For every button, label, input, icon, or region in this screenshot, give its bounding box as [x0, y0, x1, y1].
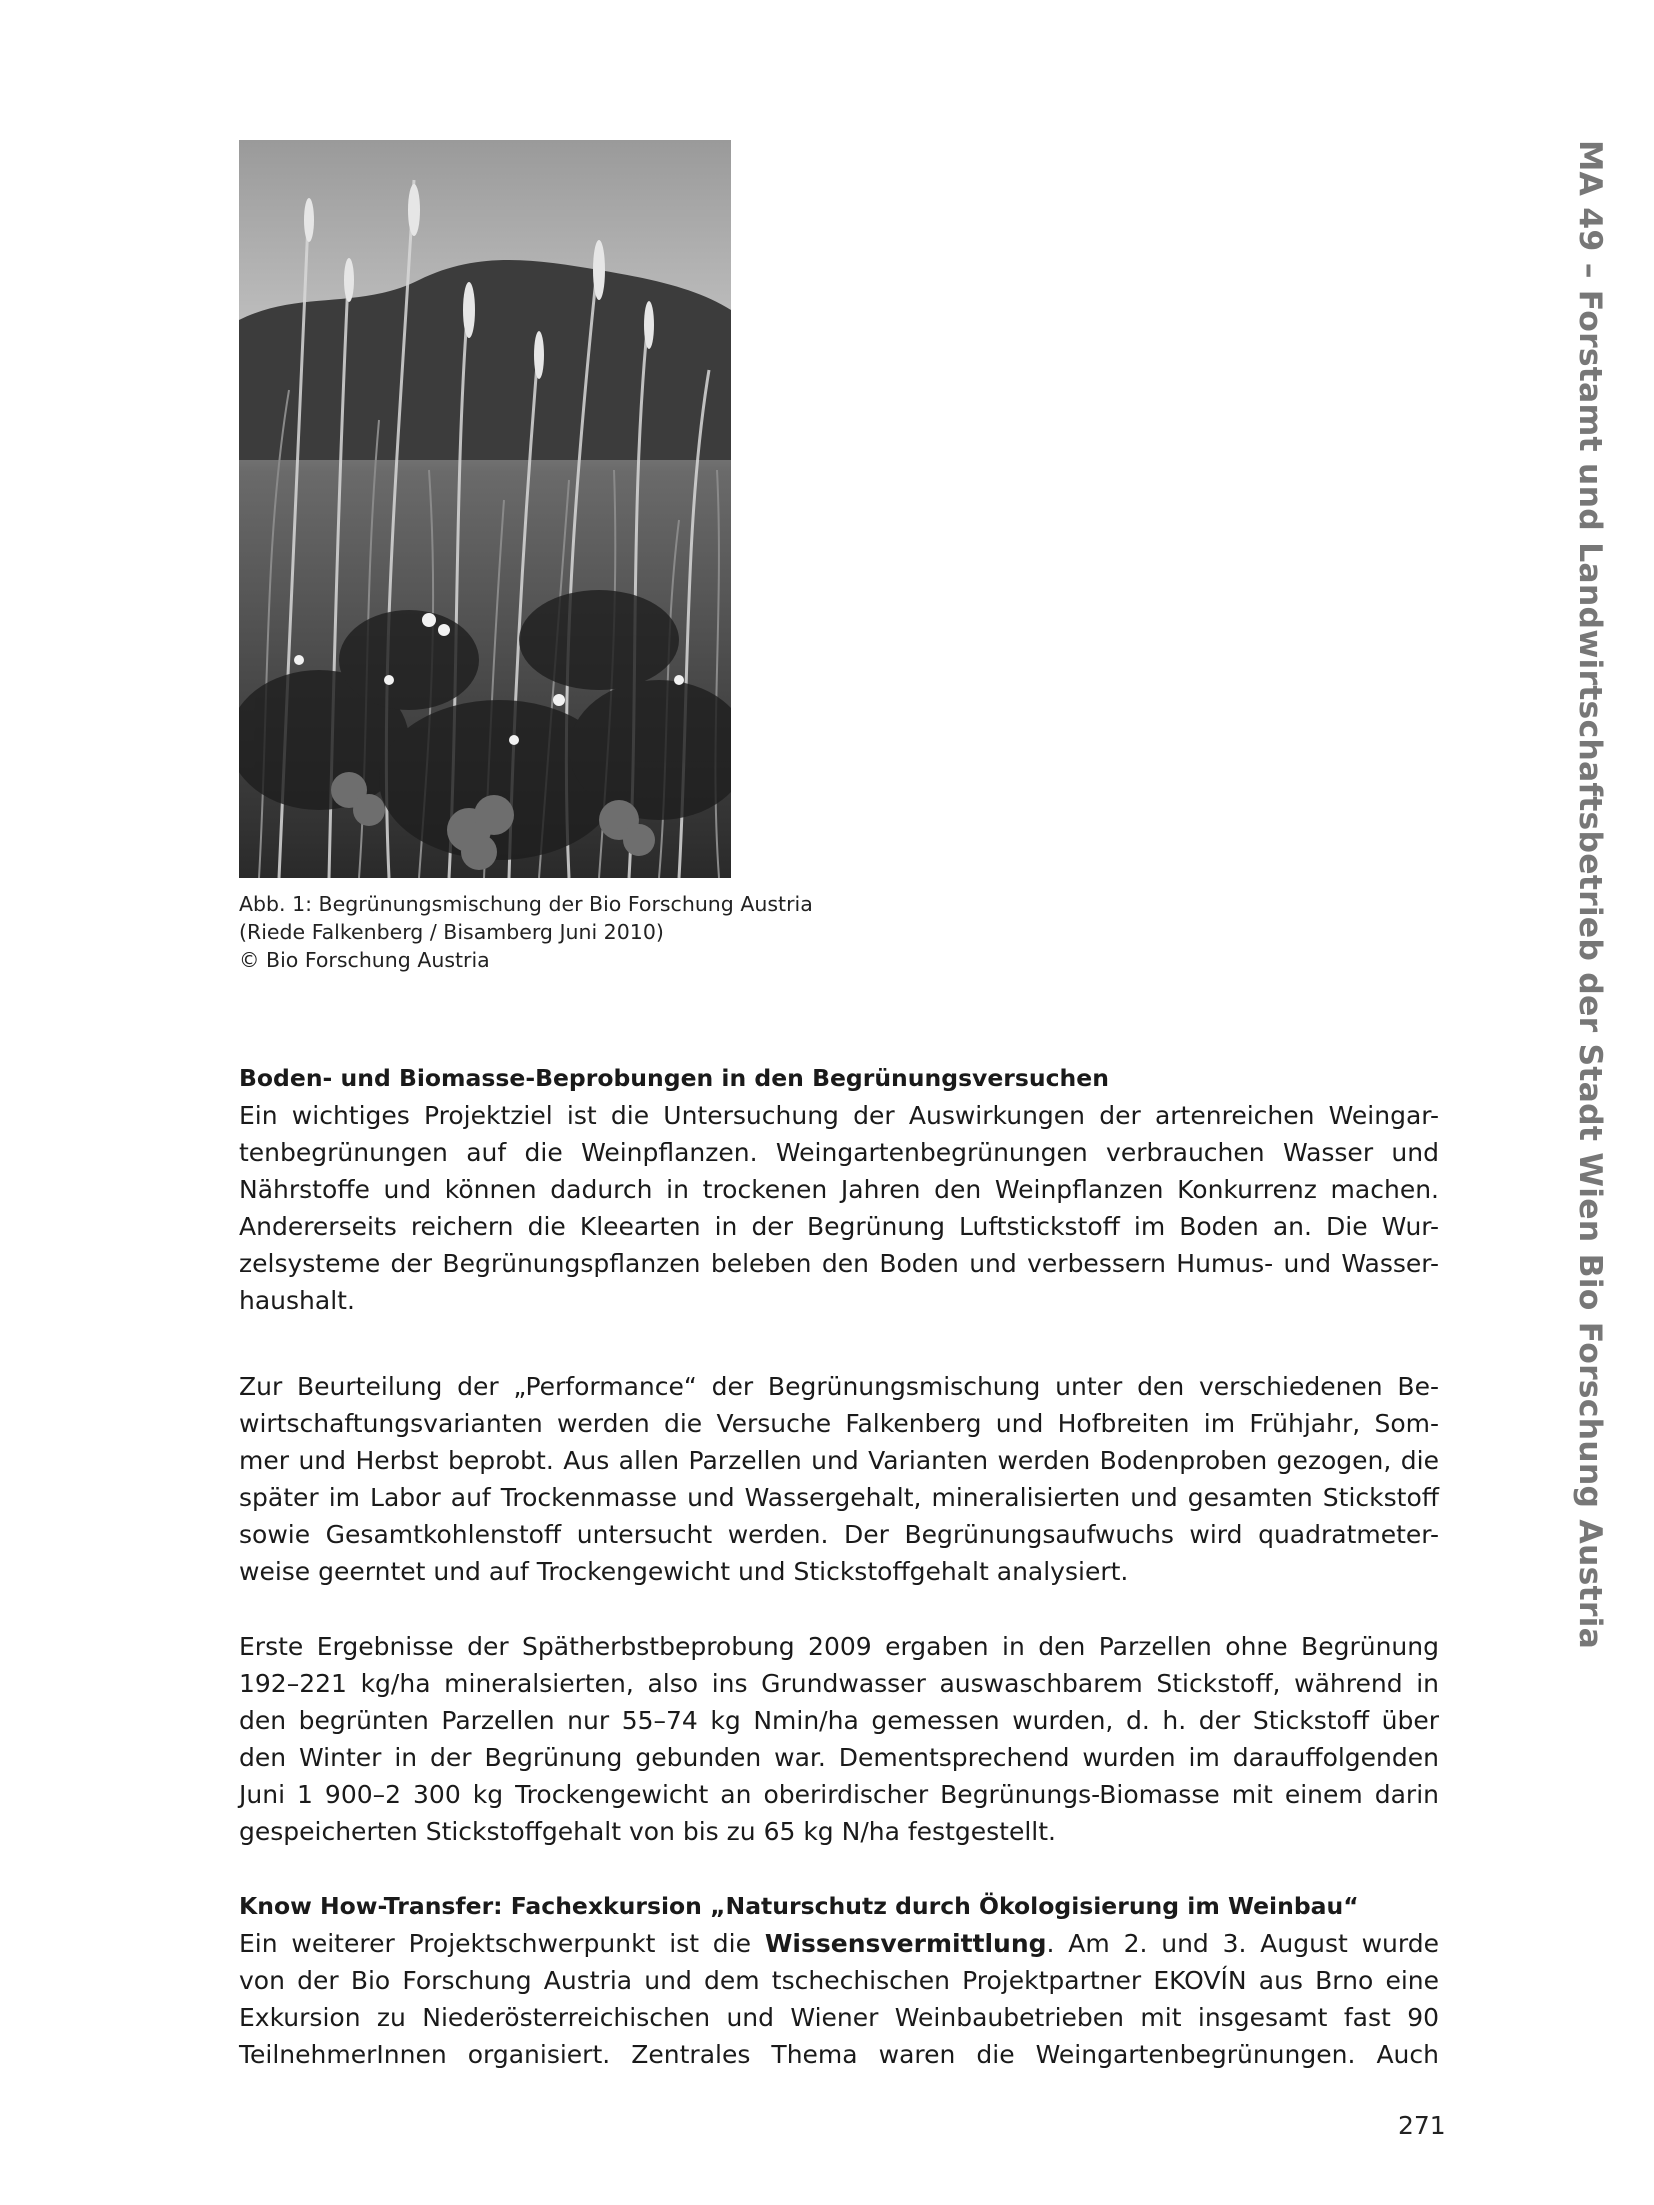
caption-line: © Bio Forschung Austria	[239, 948, 490, 972]
paragraph-line: Ein wichtiges Projektziel ist die Untersuchung der Auswirkungen der artenreichen Weingar-	[239, 1101, 1439, 1130]
paragraph-line: Erste Ergebnisse der Spätherbstbeprobung 2009 ergaben in den Parzellen ohne Begrünung	[239, 1632, 1439, 1661]
text-run: Ein weiterer Projektschwerpunkt ist die	[239, 1929, 765, 1958]
paragraph-line: den begrünten Parzellen nur 55–74 kg Nmin/ha gemessen wurden, d. h. der Stickstoff über	[239, 1706, 1439, 1735]
page-number: 271	[1398, 2111, 1446, 2140]
paragraph-performance	[239, 1368, 1439, 1590]
paragraph-line	[239, 1925, 1439, 1962]
section-know-how-transfer	[239, 1888, 1439, 2073]
paragraph-line: wirtschaftungsvarianten werden die Versuche Falkenberg und Hofbreiten im Frühjahr, Som-	[239, 1409, 1439, 1438]
paragraph-line: von der Bio Forschung Austria und dem tschechischen Projektpartner EKOVÍN aus Brno eine	[239, 1966, 1439, 1995]
caption-line: (Riede Falkenberg / Bisamberg Juni 2010)	[239, 920, 664, 944]
vegetation-photo	[239, 140, 731, 878]
paragraph-line: mer und Herbst beprobt. Aus allen Parzellen und Varianten werden Bodenproben gezogen, die	[239, 1446, 1439, 1475]
paragraph-results	[239, 1628, 1439, 1850]
section-heading: Boden- und Biomasse-Beprobungen in den Begrünungsversuchen	[239, 1064, 1109, 1092]
figure-caption	[239, 890, 859, 974]
paragraph-line: weise geerntet und auf Trockengewicht und Stickstoffgehalt analysiert.	[239, 1557, 1129, 1586]
paragraph-line: 192–221 kg/ha mineralsierten, also ins Grundwasser auswaschbarem Stickstoff, während in	[239, 1669, 1439, 1698]
paragraph-line: zelsysteme der Begrünungspflanzen beleben den Boden und verbessern Humus- und Wasser-	[239, 1249, 1439, 1278]
paragraph-line: TeilnehmerInnen organisiert. Zentrales Thema waren die Weingartenbegrünungen. Auch	[239, 2040, 1439, 2069]
section-heading: Know How-Transfer: Fachexkursion „Naturschutz durch Ökologisierung im Weinbau“	[239, 1892, 1359, 1920]
sidebar-title: MA 49 – Forstamt und Landwirtschaftsbetrieb der Stadt Wien Bio Forschung Austria	[1572, 140, 1608, 1650]
sidebar	[1560, 140, 1620, 1650]
paragraph-line: Nährstoffe und können dadurch in trockenen Jahren den Weinpflanzen Konkurrenz machen.	[239, 1175, 1439, 1204]
text-run: . Am 2. und 3. August wurde	[1046, 1929, 1439, 1958]
caption-line: Abb. 1: Begrünungsmischung der Bio Forschung Austria	[239, 892, 813, 916]
vegetation-photo-graphic	[239, 140, 731, 878]
paragraph-line: später im Labor auf Trockenmasse und Wassergehalt, mineralisierten und gesamten Stickstoff	[239, 1483, 1439, 1512]
paragraph-line: sowie Gesamtkohlenstoff untersucht werden. Der Begrünungsaufwuchs wird quadratmeter-	[239, 1520, 1439, 1549]
section-soil-sampling	[239, 1060, 1439, 1319]
paragraph-line: Juni 1 900–2 300 kg Trockengewicht an oberirdischer Begrünungs-Biomasse mit einem darin	[239, 1780, 1439, 1809]
paragraph-line: den Winter in der Begrünung gebunden war. Dementsprechend wurden im darauffolgenden	[239, 1743, 1439, 1772]
paragraph-line: haushalt.	[239, 1286, 355, 1315]
paragraph-line: Exkursion zu Niederösterreichischen und Wiener Weinbaubetrieben mit insgesamt fast 90	[239, 2003, 1439, 2032]
emphasis-text: Wissensvermittlung	[764, 1929, 1047, 1958]
paragraph-line: Zur Beurteilung der „Performance“ der Begrünungsmischung unter den verschiedenen Be-	[239, 1372, 1439, 1401]
paragraph-line: tenbegrünungen auf die Weinpflanzen. Weingartenbegrünungen verbrauchen Wasser und	[239, 1138, 1439, 1167]
paragraph-line: Andererseits reichern die Kleearten in der Begrünung Luftstickstoff im Boden an. Die Wur-	[239, 1212, 1439, 1241]
paragraph-line: gespeicherten Stickstoffgehalt von bis zu 65 kg N/ha festgestellt.	[239, 1817, 1056, 1846]
